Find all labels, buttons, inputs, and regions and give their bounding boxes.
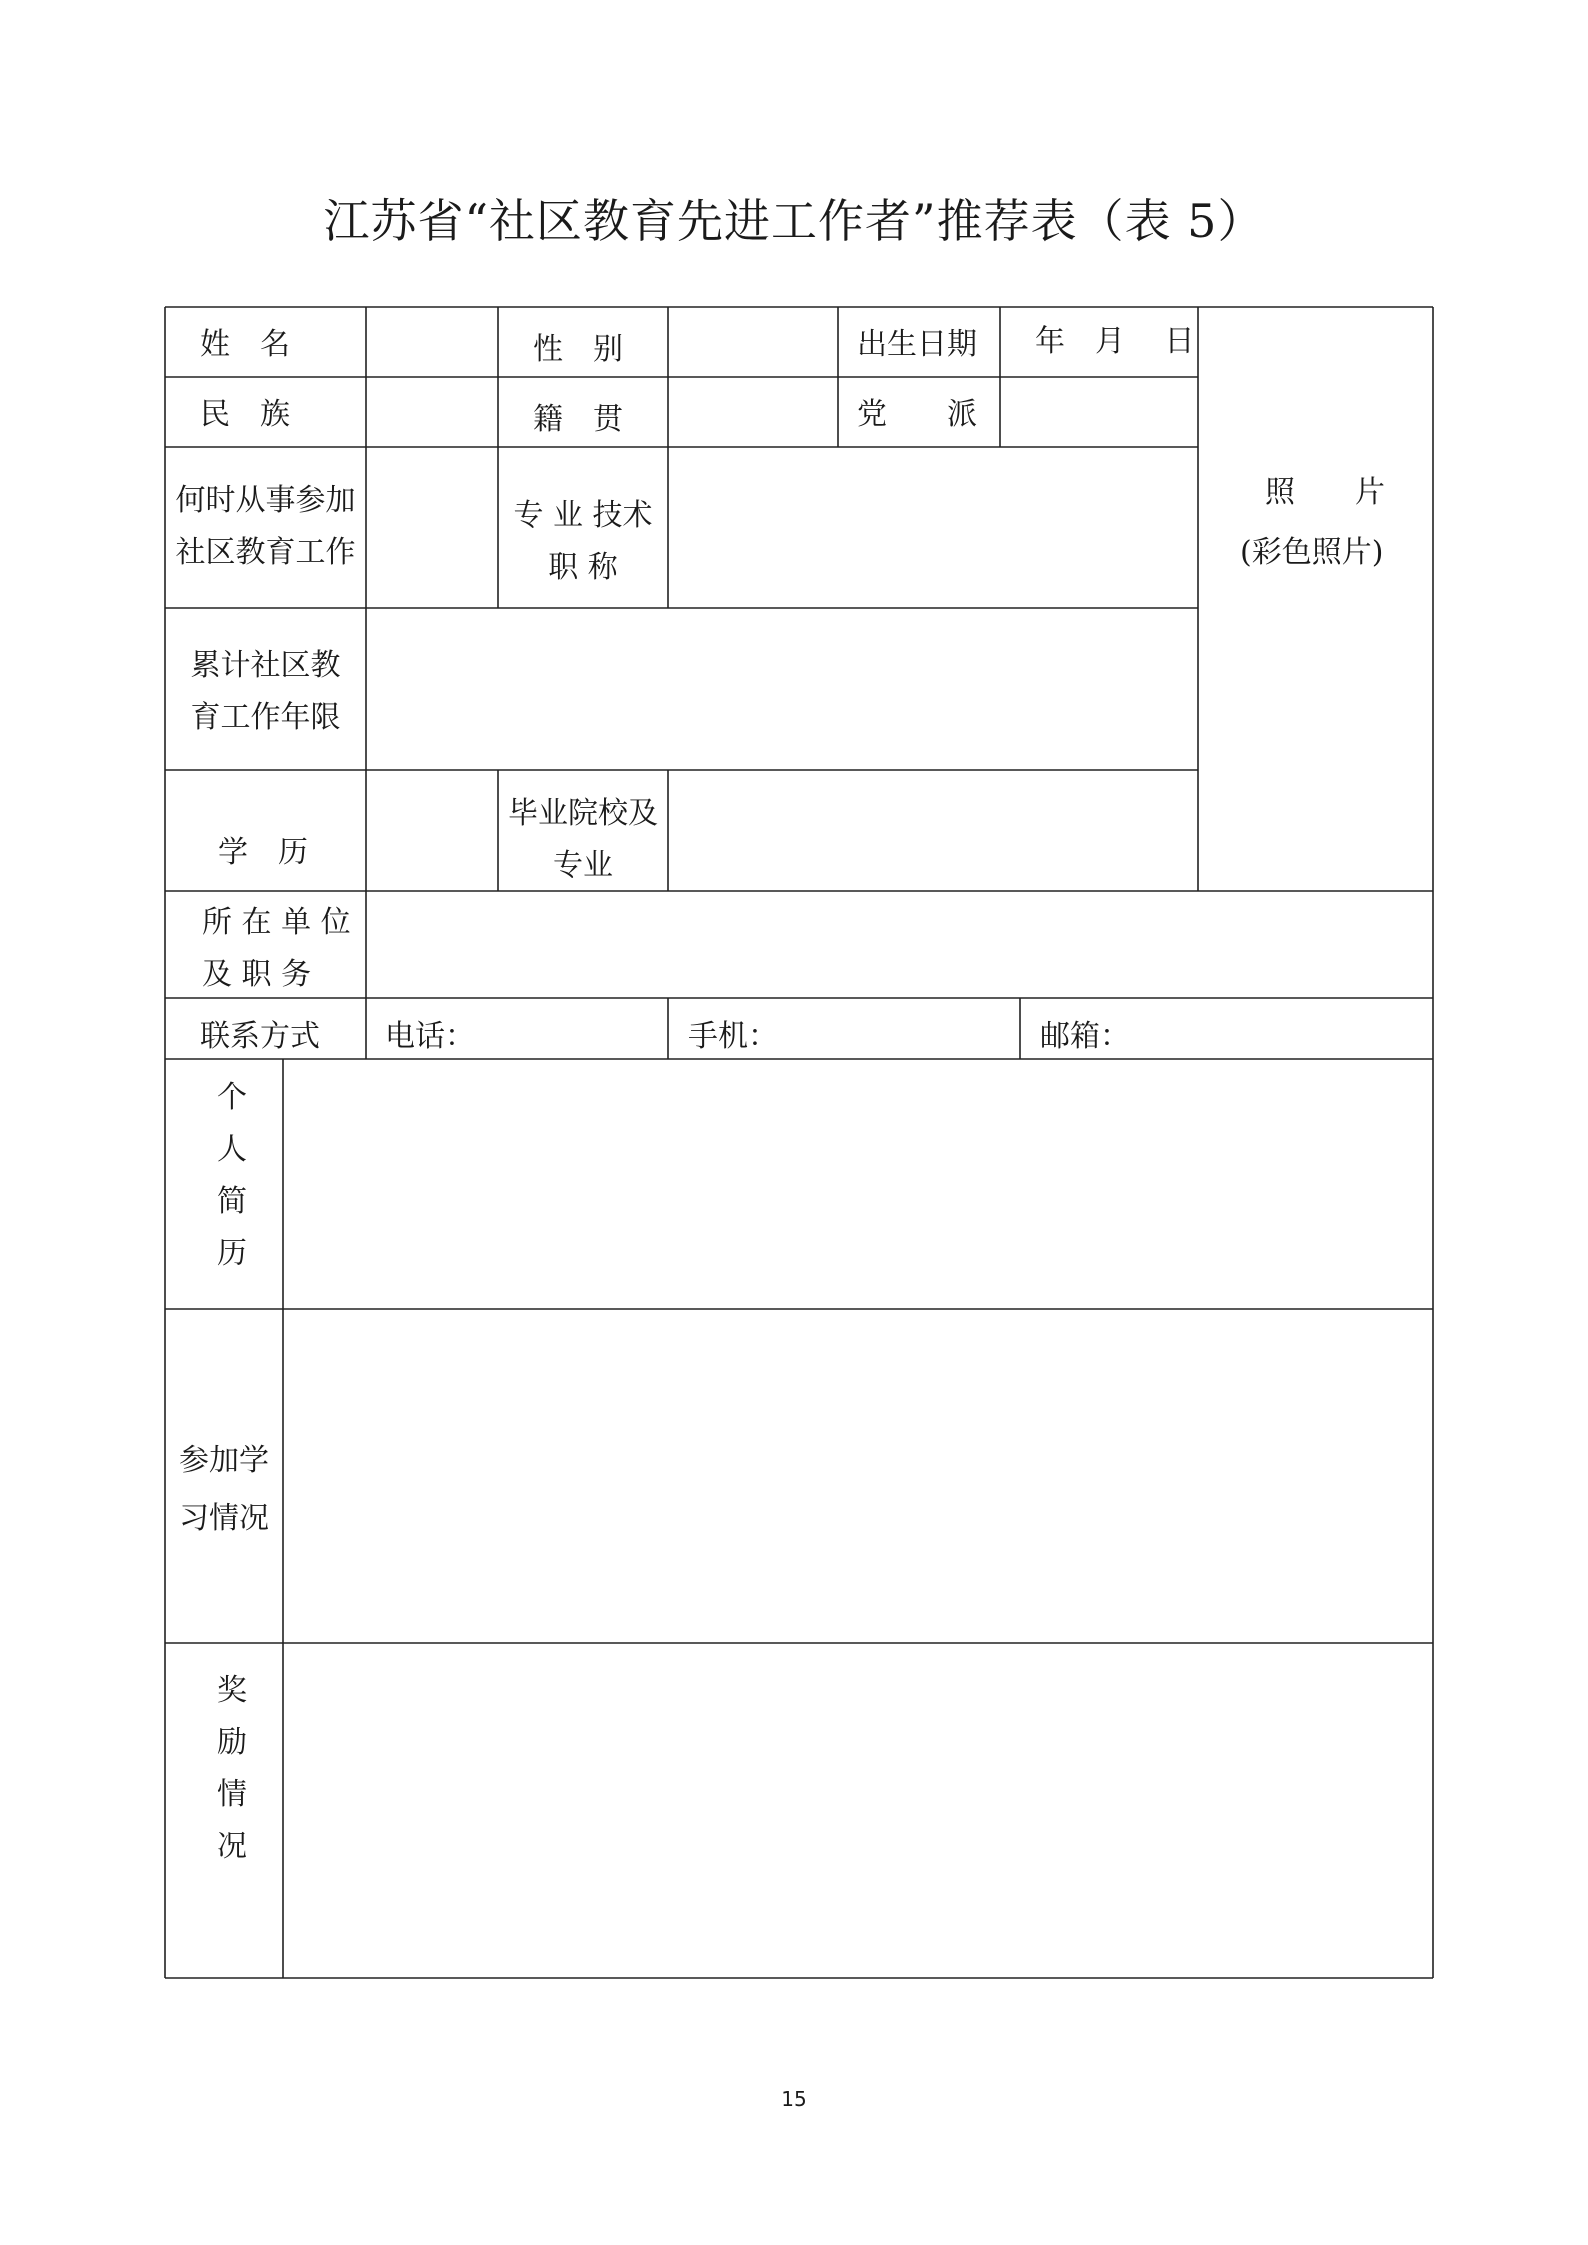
since-field[interactable] <box>368 449 496 606</box>
birth-date-field[interactable]: 年 月 日 <box>1035 324 1195 359</box>
photo-hint: (彩色照片) <box>1240 535 1384 570</box>
school-major-field[interactable] <box>670 772 1196 889</box>
since-label: 何时从事参加 社区教育工作 <box>175 483 356 570</box>
gender-field[interactable] <box>670 309 836 375</box>
unit-position-label: 所 在 单 位 及 职 务 <box>202 905 351 992</box>
resume-field[interactable] <box>285 1061 1431 1307</box>
photo-label: 照 片 <box>1265 475 1385 510</box>
native-place-label: 籍 贯 <box>533 402 623 437</box>
native-place-field[interactable] <box>670 379 836 445</box>
gender-label: 性 别 <box>533 332 623 367</box>
party-field[interactable] <box>1002 379 1196 445</box>
awards-label: 奖 励 情 况 <box>217 1673 247 1864</box>
awards-field[interactable] <box>285 1645 1431 1976</box>
ethnic-label: 民 族 <box>200 397 290 432</box>
unit-position-field[interactable] <box>368 893 1431 996</box>
professional-title-label: 专 业 技术 职 称 <box>513 498 653 585</box>
page-number: 15 <box>781 2087 807 2111</box>
mobile-field[interactable]: 手机： <box>688 1019 778 1054</box>
study-field[interactable] <box>285 1311 1431 1641</box>
birth-date-label: 出生日期 <box>857 327 977 362</box>
education-field[interactable] <box>368 772 496 889</box>
resume-label: 个 人 简 历 <box>217 1080 247 1271</box>
professional-title-field[interactable] <box>670 449 1196 606</box>
school-major-label: 毕业院校及 专业 <box>508 796 658 883</box>
party-label: 党 派 <box>857 397 977 432</box>
page-title: 江苏省“社区教育先进工作者”推荐表（表 5） <box>323 194 1265 248</box>
name-label: 姓 名 <box>200 327 290 362</box>
ethnic-field[interactable] <box>368 379 496 445</box>
name-field[interactable] <box>368 309 496 375</box>
study-label: 参加学 习情况 <box>179 1443 269 1536</box>
photo-box[interactable] <box>1200 309 1431 889</box>
contact-label: 联系方式 <box>200 1019 320 1054</box>
years-label: 累计社区教 育工作年限 <box>190 648 341 735</box>
years-field[interactable] <box>368 610 1196 768</box>
email-field[interactable]: 邮箱： <box>1040 1019 1130 1054</box>
education-label: 学 历 <box>218 835 308 870</box>
phone-field[interactable]: 电话： <box>385 1019 475 1054</box>
